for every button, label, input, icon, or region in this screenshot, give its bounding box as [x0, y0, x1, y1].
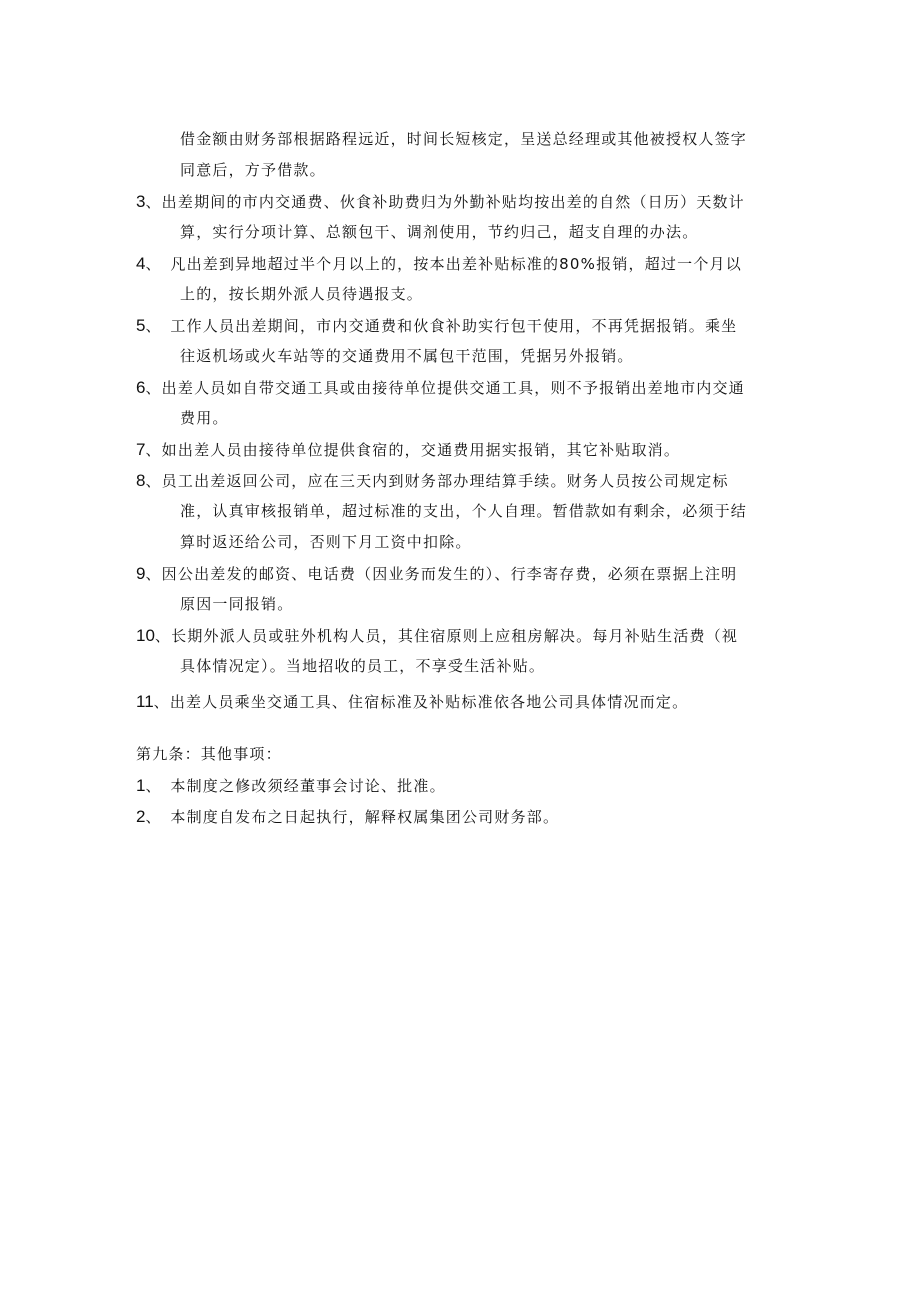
item-number: 11: [136, 692, 154, 711]
list-item-4: [136, 248, 786, 310]
section-list-item-1: [136, 770, 786, 801]
item-separator: 、: [145, 777, 171, 795]
item-separator: 、: [154, 627, 172, 645]
continuation-paragraph: [136, 124, 786, 186]
paragraph-line: 费用。: [180, 409, 229, 427]
item-number: 5: [136, 316, 146, 335]
paragraph-line: 算，实行分项计算、总额包干、调剂使用，节约归己，超支自理的办法。: [180, 223, 699, 241]
list-item-10: [136, 620, 786, 682]
item-separator: 、: [145, 808, 171, 826]
paragraph-line: 员工出差返回公司，应在三天内到财务部办理结算手续。财务人员按公司规定标: [161, 472, 729, 490]
paragraph-line: 本制度自发布之日起执行，解释权属集团公司财务部。: [170, 808, 560, 826]
paragraph-line: 具体情况定）。当地招收的员工，不享受生活补贴。: [180, 657, 546, 675]
item-separator: 、: [145, 255, 171, 273]
section-list-item-2: [136, 801, 786, 832]
paragraph-line: 工作人员出差期间，市内交通费和伙食补助实行包干使用，不再凭据报销。乘坐: [170, 317, 738, 335]
list-item-8: [136, 465, 786, 558]
list-item-5: [136, 310, 786, 372]
document-body: [136, 124, 786, 832]
item-number: 6: [136, 378, 146, 397]
item-number: 7: [136, 440, 146, 459]
section-heading: 第九条：其他事项：: [136, 745, 282, 763]
paragraph-line: 凡出差到异地超过半个月以上的，按本出差补贴标准的80%报销，超过一个月以: [170, 255, 742, 273]
paragraph-line: 出差人员如自带交通工具或由接待单位提供交通工具，则不予报销出差地市内交通: [161, 379, 745, 397]
item-number: 2: [136, 807, 146, 826]
item-number: 9: [136, 564, 146, 583]
item-separator: 、: [145, 472, 162, 490]
paragraph-line: 往返机场或火车站等的交通费用不属包干范围，凭据另外报销。: [180, 347, 634, 365]
paragraph-line: 同意后，方予借款。: [180, 161, 326, 179]
paragraph-line: 出差人员乘坐交通工具、住宿标准及补贴标准依各地公司具体情况而定。: [169, 693, 689, 711]
paragraph-line: 本制度之修改须经董事会讨论、批准。: [170, 777, 446, 795]
item-number: 3: [136, 192, 146, 211]
paragraph-line: 因公出差发的邮资、电话费（因业务而发生的）、行李寄存费，必须在票据上注明: [161, 565, 738, 583]
paragraph-line: 原因一同报销。: [180, 595, 294, 613]
item-separator: 、: [145, 317, 171, 335]
paragraph-line: 如出差人员由接待单位提供食宿的，交通费用据实报销，其它补贴取消。: [161, 441, 681, 459]
item-separator: 、: [145, 193, 162, 211]
paragraph-line: 算时返还给公司，否则下月工资中扣除。: [180, 533, 472, 551]
list-item-7: [136, 434, 786, 465]
paragraph-line: 长期外派人员或驻外机构人员，其住宿原则上应租房解决。每月补贴生活费（视: [171, 627, 739, 645]
list-item-3: [136, 186, 786, 248]
list-item-9: [136, 558, 786, 620]
paragraph-line: 出差期间的市内交通费、伙食补助费归为外勤补贴均按出差的自然（日历）天数计: [161, 193, 745, 211]
paragraph-line: 借金额由财务部根据路程远近，时间长短核定，呈送总经理或其他被授权人签字: [180, 130, 748, 148]
list-item-6: [136, 372, 786, 434]
item-number: 1: [136, 776, 146, 795]
item-separator: 、: [145, 565, 162, 583]
item-separator: 、: [145, 441, 162, 459]
list-item-11: [136, 686, 786, 717]
paragraph-line: 准，认真审核报销单，超过标准的支出，个人自理。暂借款如有剩余，必须于结: [180, 502, 748, 520]
item-number: 8: [136, 471, 146, 490]
section-spacer: [136, 717, 786, 739]
item-separator: 、: [145, 379, 162, 397]
item-separator: 、: [153, 693, 170, 711]
item-number: 4: [136, 254, 146, 273]
paragraph-line: 上的，按长期外派人员待遇报支。: [180, 285, 424, 303]
item-number: 10: [136, 626, 155, 645]
